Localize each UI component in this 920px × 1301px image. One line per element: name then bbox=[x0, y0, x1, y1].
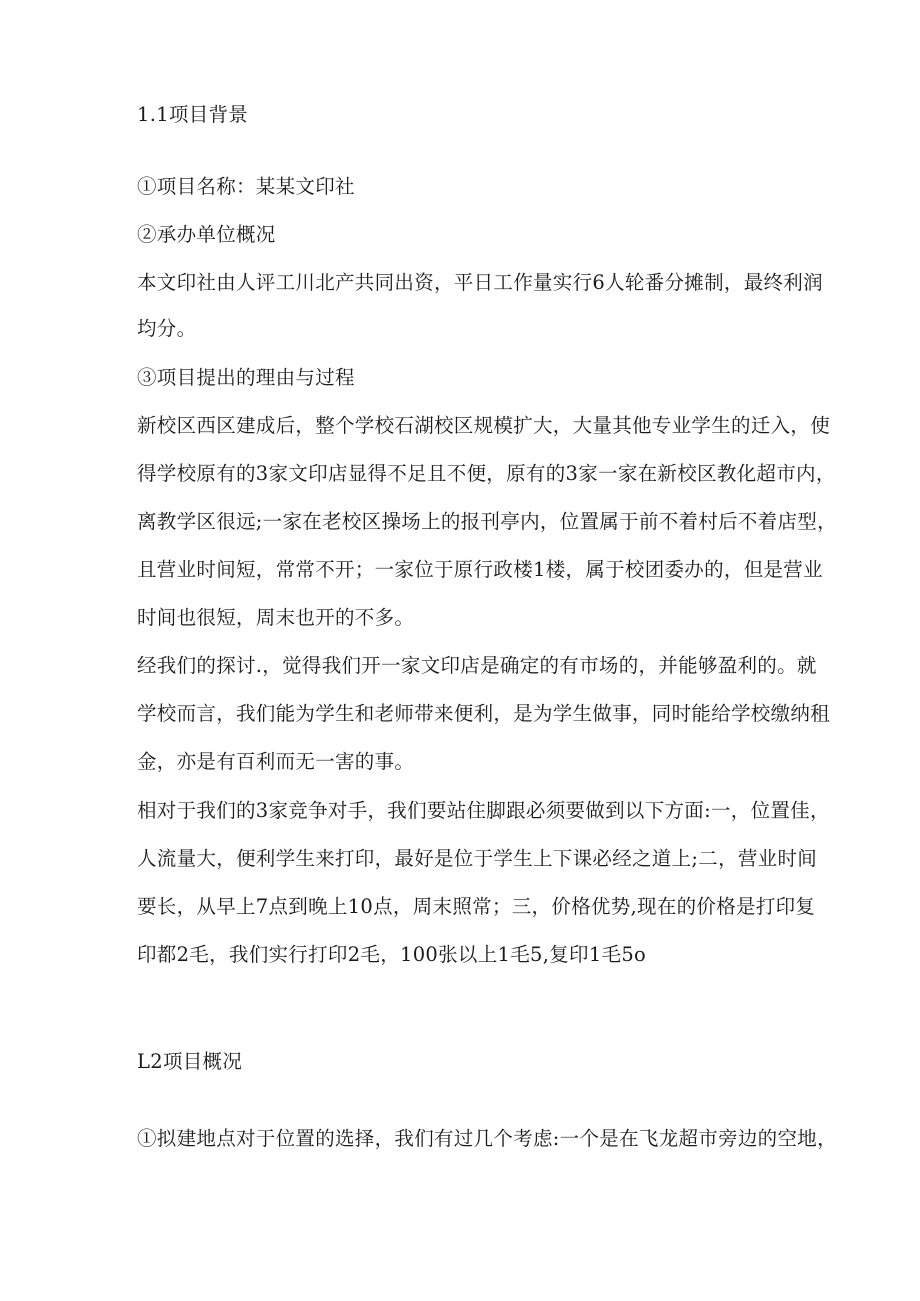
list-item-reason-and-process: ③项目提出的理由与过程 bbox=[137, 366, 355, 389]
paragraph-line: 相对于我们的3家竞争对手，我们要站住脚跟必须要做到以下方面:一，位置佳， bbox=[137, 799, 830, 822]
section-heading-project-overview: L2项目概况 bbox=[137, 1050, 243, 1073]
paragraph-line: 人流量大，便利学生来打印，最好是位于学生上下课必经之道上;二，营业时间 bbox=[137, 847, 818, 870]
paragraph-line: ①拟建地点对于位置的选择，我们有过几个考虑:一个是在飞龙超市旁边的空地， bbox=[137, 1127, 837, 1150]
paragraph-line: 学校而言，我们能为学生和老师带来便利，是为学生做事，同时能给学校缴纳租 bbox=[137, 702, 831, 725]
paragraph-line: 经我们的探讨.，觉得我们开一家文印店是确定的有市场的，并能够盈利的。就 bbox=[137, 654, 817, 677]
paragraph-line: 离教学区很远;一家在老校区操场上的报刊亭内，位置属于前不着村后不着店型， bbox=[137, 510, 837, 533]
list-item-organizer-overview: ②承办单位概况 bbox=[137, 223, 276, 246]
paragraph-line: 要长，从早上7点到晚上10点，周末照常；三，价格优势,现在的价格是打印复 bbox=[137, 895, 816, 918]
paragraph-line: 印都2毛，我们实行打印2毛，100张以上1毛5,复印1毛5o bbox=[137, 943, 647, 966]
paragraph-line: 时间也很短，周末也开的不多。 bbox=[137, 606, 415, 629]
section-heading-project-background: 1.1项目背景 bbox=[137, 103, 249, 126]
paragraph-line: 得学校原有的3家文印店显得不足且不便，原有的3家一家在新校区教化超市内， bbox=[137, 462, 836, 485]
paragraph-line: 新校区西区建成后，整个学校石湖校区规模扩大，大量其他专业学生的迁入，使 bbox=[137, 414, 831, 437]
list-item-project-name: ①项目名称：某某文印社 bbox=[137, 175, 355, 198]
paragraph-line: 且营业时间短，常常不开；一家位于原行政楼1楼，属于校团委办的，但是营业 bbox=[137, 558, 823, 581]
paragraph-line: 均分。 bbox=[137, 317, 197, 340]
paragraph-line: 本文印社由人评工川北产共同出资，平日工作量实行6人轮番分摊制，最终利润 bbox=[137, 271, 823, 294]
paragraph-line: 金，亦是有百利而无一害的事。 bbox=[137, 750, 415, 773]
